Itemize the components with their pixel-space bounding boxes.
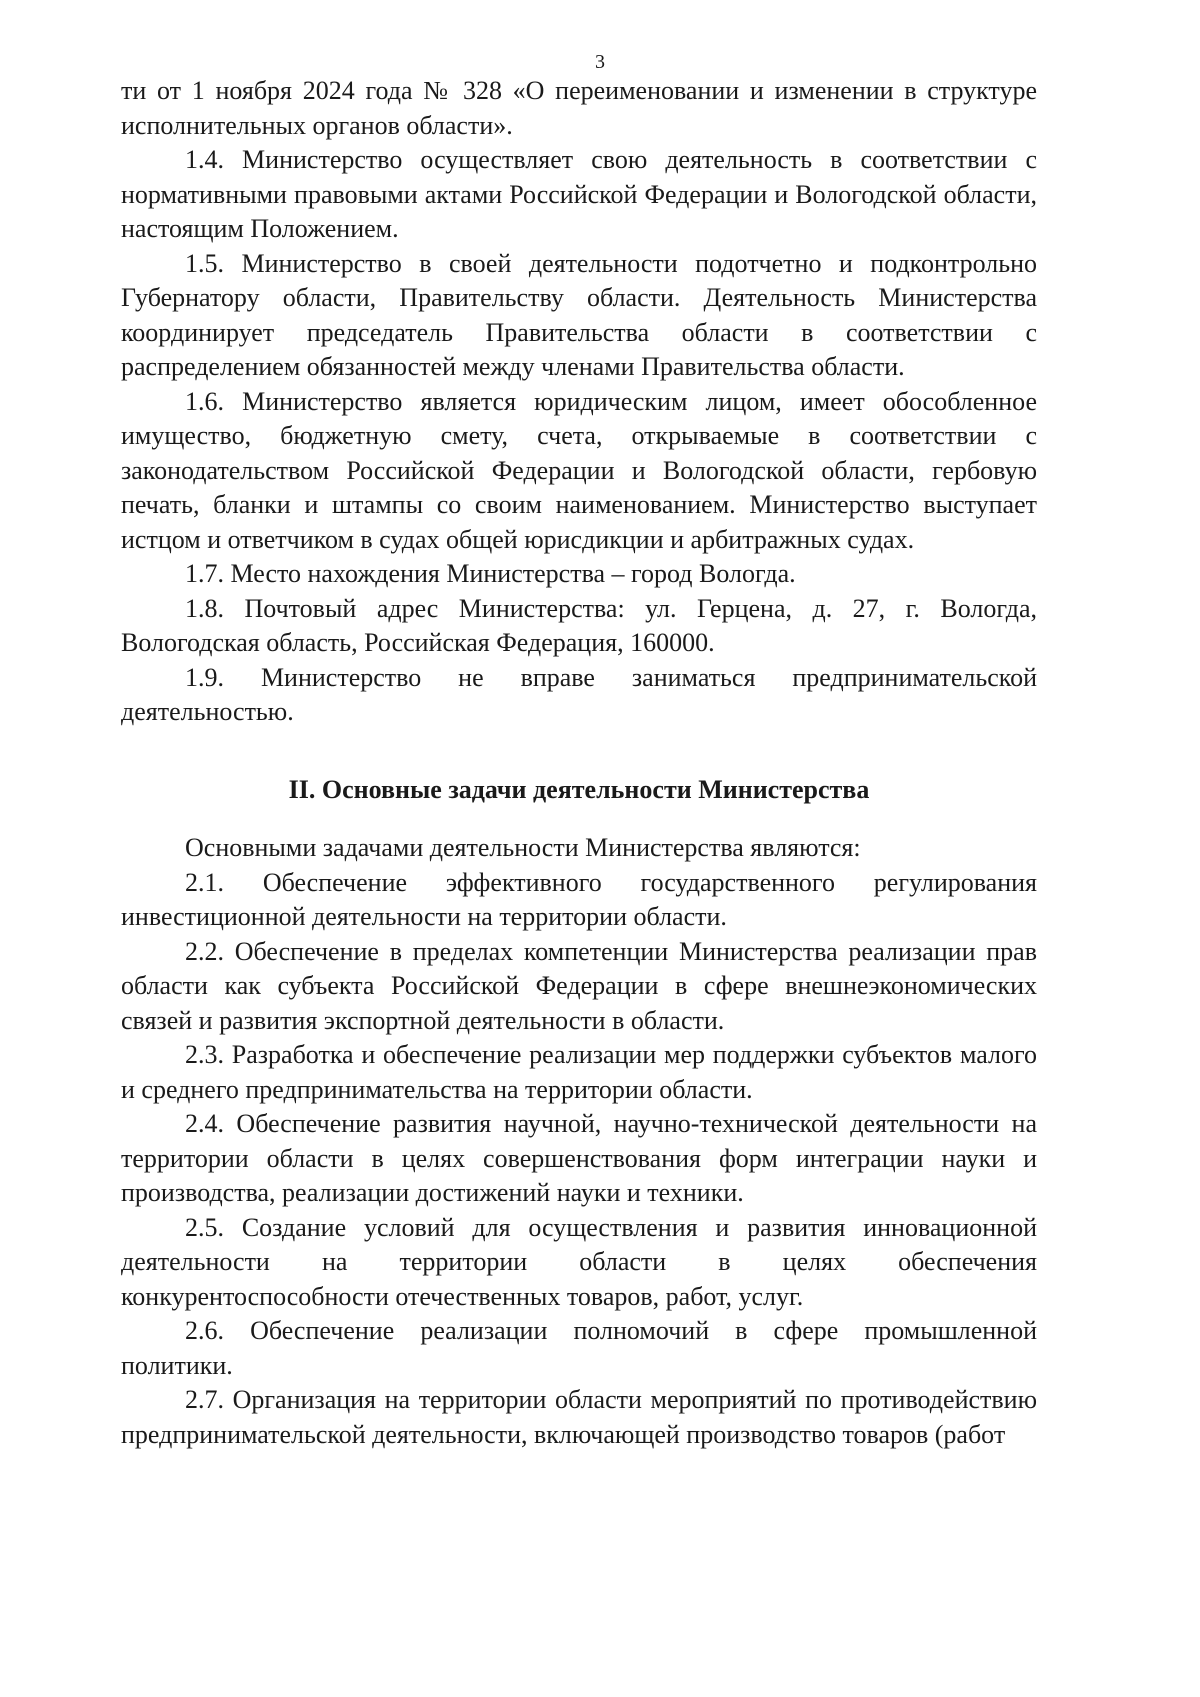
- paragraph-2-6: 2.6. Обеспечение реализации полномочий в сфере промышленной политики.: [121, 1316, 1037, 1380]
- paragraph-2-2: 2.2. Обеспечение в пределах компетенции Министерства реализации прав области как субъекта Российской Федерации в сфере внешнеэкономических связей и развития экспортной деятельности в области.: [121, 936, 1037, 1035]
- paragraph-1-7: 1.7. Место нахождения Министерства – город Вологда.: [185, 559, 796, 588]
- paragraph-1-9: 1.9. Министерство не вправе заниматься предпринимательской деятельностью.: [121, 662, 1037, 726]
- paragraph-2-4: 2.4. Обеспечение развития научной, научно-технической деятельности на территории области в целях совершенствования форм интеграции науки и производства, реализации достижений науки и техники.: [121, 1109, 1037, 1207]
- paragraph-1-5: 1.5. Министерство в своей деятельности подотчетно и подконтрольно Губернатору области, Правительству области. Деятельность Министерства координирует председатель Правительства области в соответствии с распределением обязанностей между членами Правительства области.: [121, 248, 1037, 381]
- document-body: [121, 74, 1037, 1452]
- section-heading: II. Основные задачи деятельности Министерства: [288, 774, 870, 804]
- paragraph-2-3: 2.3. Разработка и обеспечение реализации мер поддержки субъектов малого и среднего предпринимательства на территории области.: [121, 1040, 1037, 1104]
- paragraph-2-7: 2.7. Организация на территории области мероприятий по противодействию предпринимательской деятельности, включающей производство товаров (работ: [121, 1385, 1037, 1449]
- paragraph-1-4: 1.4. Министерство осуществляет свою деятельность в соответствии с нормативными правовыми актами Российской Федерации и Вологодской области, настоящим Положением.: [121, 145, 1037, 243]
- paragraph-1-8: 1.8. Почтовый адрес Министерства: ул. Герцена, д. 27, г. Вологда, Вологодская область, Российская Федерация, 160000.: [121, 593, 1037, 657]
- paragraph-2-5: 2.5. Создание условий для осуществления и развития инновационной деятельности на территории области в целях обеспечения конкурентоспособности отечественных товаров, работ, услуг.: [121, 1212, 1037, 1311]
- paragraph-2-1: 2.1. Обеспечение эффективного государственного регулирования инвестиционной деятельности на территории области.: [121, 867, 1037, 931]
- paragraph-intro: Основными задачами деятельности Министерства являются:: [185, 833, 861, 862]
- paragraph-1-6: 1.6. Министерство является юридическим лицом, имеет обособленное имущество, бюджетную смету, счета, открываемые в соответствии с законодательством Российской Федерации и Вологодской области, гербовую печать, бланки и штампы со своим наименованием. Министерство выступает истцом и ответчиком в судах общей юрисдикции и арбитражных судах.: [121, 386, 1037, 554]
- paragraph-continuation: ти от 1 ноября 2024 года № 328 «О переименовании и изменении в структуре исполнительных органов области».: [121, 76, 1037, 140]
- page-number: 3: [595, 51, 605, 73]
